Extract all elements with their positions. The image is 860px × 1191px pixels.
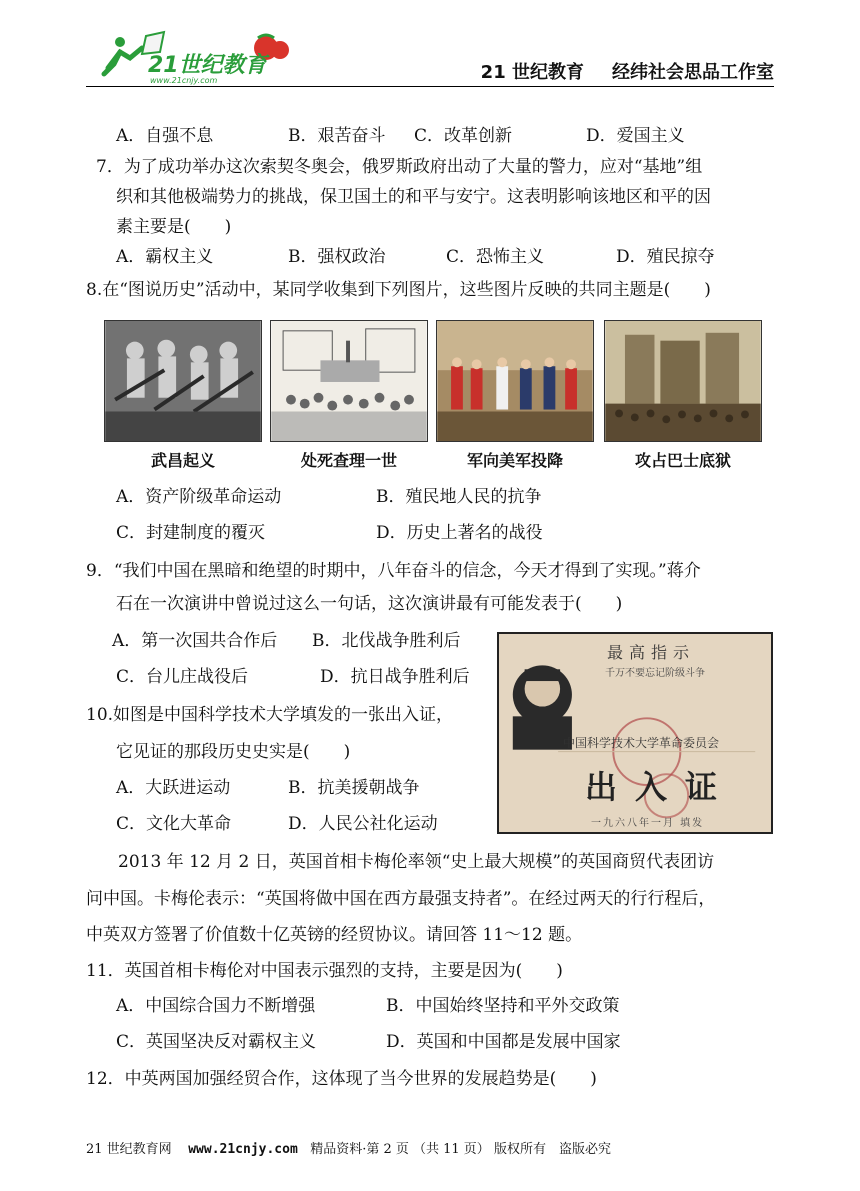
picture-charles xyxy=(270,320,428,471)
q6-option-b: B．艰苦奋斗 xyxy=(288,126,386,146)
q11-option-a: A．中国综合国力不断增强 xyxy=(116,996,316,1016)
q9-option-d: D．抗日战争胜利后 xyxy=(320,667,470,687)
q7-option-a: A．霸权主义 xyxy=(116,247,214,267)
q12-line-1: 12．中英两国加强经贸合作，这体现了当今世界的发展趋势是( ) xyxy=(86,1069,597,1089)
q8-option-c: C．封建制度的覆灭 xyxy=(116,523,266,543)
q6-option-d: D．爱国主义 xyxy=(586,126,685,146)
q11-option-d: D．英国和中国都是发展中国家 xyxy=(386,1032,621,1052)
q10-option-c: C．文化大革命 xyxy=(116,814,232,834)
page-footer xyxy=(86,1138,611,1157)
picture-bastille xyxy=(604,320,762,471)
q10-line-2: 它见证的那段历史史实是( ) xyxy=(116,742,351,762)
pass-card-issuer: 中国科学技术大学革命委员会 xyxy=(563,736,720,750)
caption-surrender: 军向美军投降 xyxy=(466,451,563,470)
q9-line-1: 9．“我们中国在黑暗和绝望的时期中，八年奋斗的信念，今天才得到了实现。”蒋介 xyxy=(86,561,701,581)
q7-line-3: 素主要是( ) xyxy=(116,217,232,237)
pass-card-image xyxy=(497,632,773,834)
q11-option-b: B．中国始终坚持和平外交政策 xyxy=(386,996,620,1016)
passage-line-1: 2013 年 12 月 2 日，英国首相卡梅伦率领“史上最大规模”的英国商贸代表团访 xyxy=(118,852,715,872)
execution-charles-image xyxy=(271,321,427,441)
q7-line-2: 织和其他极端势力的挑战，保卫国土的和平与安宁。这表明影响该地区和平的因 xyxy=(116,187,711,207)
q10-option-a: A．大跃进运动 xyxy=(116,778,231,798)
q11-option-c: C．英国坚决反对霸权主义 xyxy=(116,1032,317,1052)
picture-surrender xyxy=(436,320,594,471)
logo-icon xyxy=(98,28,298,86)
q8-line-1: 8.在“图说历史”活动中，某同学收集到下列图片，这些图片反映的共同主题是( ) xyxy=(86,280,711,300)
q10-line-1: 10.如图是中国科学技术大学填发的一张出入证， xyxy=(86,705,454,725)
header-studio: 经纬社会思品工作室 xyxy=(612,62,774,83)
header-divider xyxy=(86,86,774,87)
passage-line-2: 问中国。卡梅伦表示：“英国将做中国在西方最强支持者”。在经过两天的行行程后， xyxy=(86,889,716,909)
caption-charles: 处死查理一世 xyxy=(300,451,397,470)
pass-card-date: 一九六八年一月 填发 xyxy=(591,818,705,829)
q9-option-b: B．北伐战争胜利后 xyxy=(312,631,461,651)
caption-bastille: 攻占巴士底狱 xyxy=(634,451,731,470)
header-org: 21 世纪教育 xyxy=(480,62,584,83)
footer-site: 21 世纪教育网 xyxy=(86,1142,172,1157)
q7-line-1: 7．为了成功举办这次索契冬奥会，俄罗斯政府出动了大量的警力，应对“基地”组 xyxy=(96,157,703,177)
q7-option-b: B．强权政治 xyxy=(288,247,386,267)
q7-option-c: C．恐怖主义 xyxy=(446,247,545,267)
caption-wuchang: 武昌起义 xyxy=(150,451,215,470)
svg-text:21世纪教育: 21世纪教育 xyxy=(148,53,267,78)
pass-card-quote: 千万不要忘记阶级斗争 xyxy=(605,668,705,679)
logo xyxy=(98,28,298,86)
picture-wuchang xyxy=(104,320,262,471)
bastille-image xyxy=(605,321,761,441)
pass-card-doc-name: 出入证 xyxy=(585,768,736,806)
svg-text:www.21cnjy.com: www.21cnjy.com xyxy=(150,76,218,85)
footer-url: www.21cnjy.com xyxy=(188,1142,298,1157)
passage-line-3: 中英双方签署了价值数十亿英镑的经贸协议。请回答 11～12 题。 xyxy=(86,925,583,945)
q8-option-a: A．资产阶级革命运动 xyxy=(116,487,282,507)
q8-pictures xyxy=(104,320,764,470)
q9-option-c: C．台儿庄战役后 xyxy=(116,667,249,687)
footer-info: 精品资料·第 2 页 （共 11 页） 版权所有 盗版必究 xyxy=(310,1142,611,1157)
q10-option-d: D．人民公社化运动 xyxy=(288,814,438,834)
q8-option-d: D．历史上著名的战役 xyxy=(376,523,543,543)
q6-option-c: C．改革创新 xyxy=(414,126,513,146)
wuchang-uprising-image xyxy=(105,321,261,441)
q10-option-b: B．抗美援朝战争 xyxy=(288,778,420,798)
q9-line-2: 石在一次演讲中曾说过这么一句话，这次演讲最有可能发表于( ) xyxy=(116,594,623,614)
q8-option-b: B．殖民地人民的抗争 xyxy=(376,487,542,507)
page-header xyxy=(0,0,860,100)
header-title xyxy=(481,58,774,84)
q11-line-1: 11．英国首相卡梅伦对中国表示强烈的支持，主要是因为( ) xyxy=(86,961,563,981)
pass-card-title: 最高指示 xyxy=(607,643,696,662)
q6-option-a: A．自强不息 xyxy=(116,126,214,146)
q9-option-a: A．第一次国共合作后 xyxy=(112,631,278,651)
surrender-painting-image xyxy=(437,321,593,441)
q7-option-d: D．殖民掠夺 xyxy=(616,247,715,267)
